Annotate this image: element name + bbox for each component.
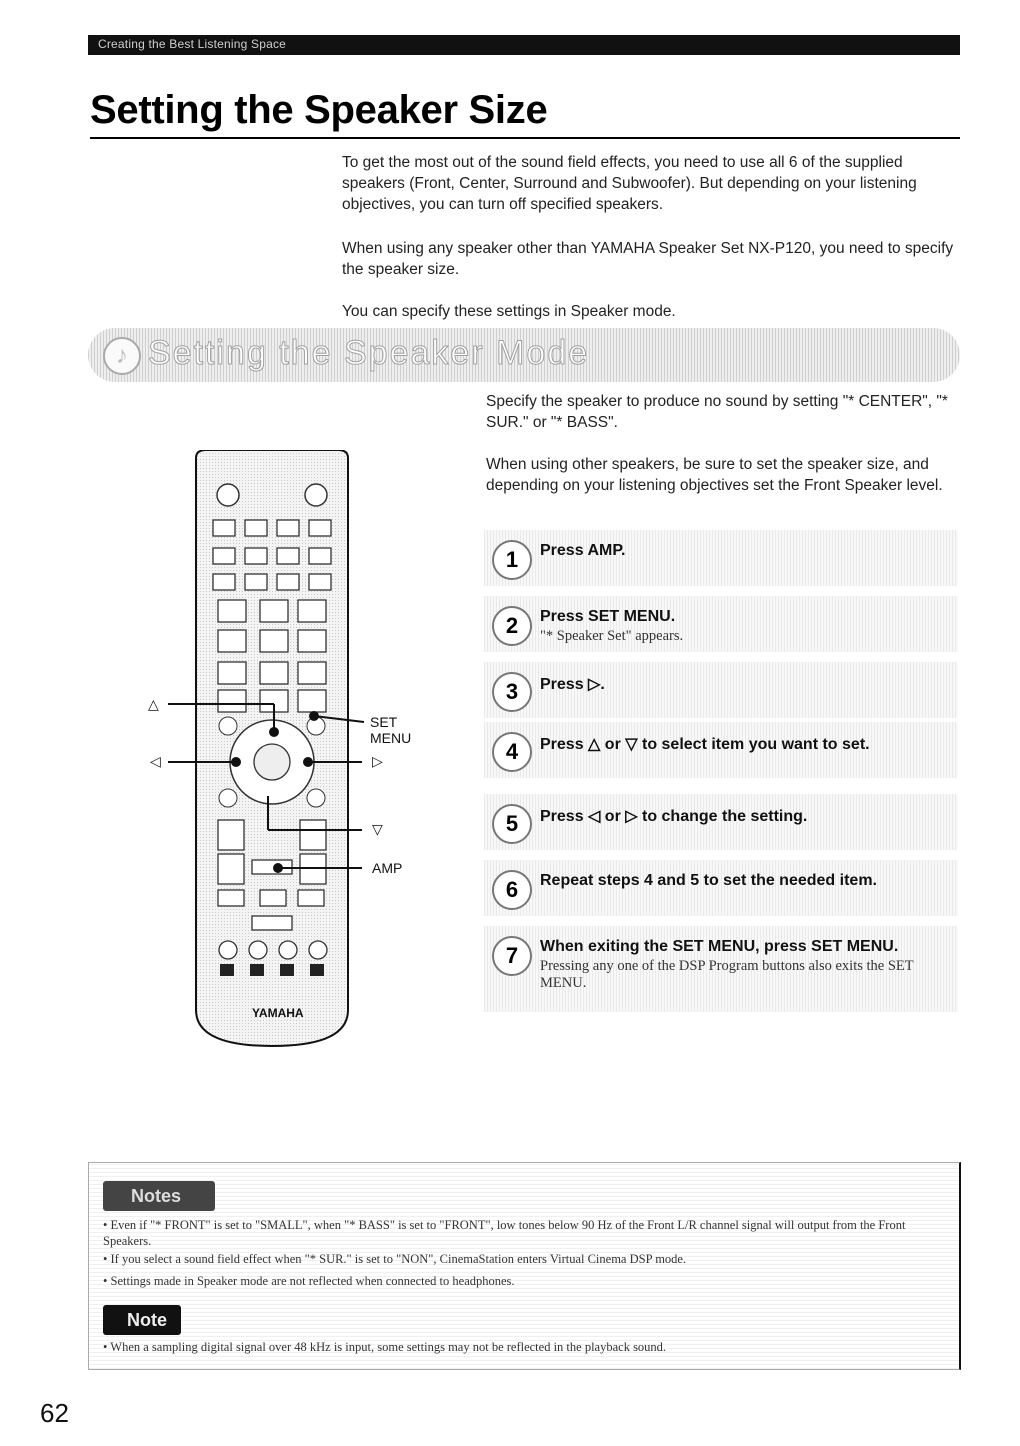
remote-control-figure [140,450,440,1050]
section-header-bar [88,35,960,55]
mode-description-1: Specify the speaker to produce no sound by setting "* CENTER", "* SUR." or "* BASS". [486,393,948,431]
step-6 [484,860,958,916]
step-2 [484,596,958,652]
notes-box [88,1162,961,1370]
callout-amp: AMP [372,860,403,876]
step-title: When exiting the SET MENU, press SET MENU. [540,938,899,955]
note-item: • Settings made in Speaker mode are not reflected when connected to headphones. [103,1274,515,1288]
note-item: • Even if "* FRONT" is set to "SMALL", when "* BASS" is set to "FRONT", low tones below 90 Hz of the Front L/R channel signal will output from the Front Speakers. [103,1218,906,1248]
title-rule [90,137,960,139]
step-number: 5 [492,804,532,844]
step-3 [484,662,958,718]
mode-description-2: When using other speakers, be sure to set the speaker size, and depending on your listening objectives set the Front Speaker level. [486,456,943,494]
callout-set-menu: SET MENU [370,714,412,746]
notes-badge [103,1181,215,1211]
step-number: 6 [492,870,532,910]
callout-down: ▽ [372,821,383,837]
step-subtext: Pressing any one of the DSP Program buttons also exits the SET MENU. [540,958,914,991]
callout-left: ◁ [150,753,161,769]
step-title: Press SET MENU. [540,608,676,625]
intro-paragraph-2: When using any speaker other than YAMAHA Speaker Set NX-P120, you need to specify the speaker size. [342,240,954,278]
step-number: 2 [492,606,532,646]
step-number: 3 [492,672,532,712]
step-title: Press ▷. [540,676,605,693]
note-item: • When a sampling digital signal over 48 kHz is input, some settings may not be reflected in the playback sound. [103,1340,667,1354]
remote-brand-label: YAMAHA [252,1006,304,1020]
step-title: Repeat steps 4 and 5 to set the needed item. [540,872,877,889]
intro-paragraph-3: You can specify these settings in Speaker mode. [342,303,676,320]
note-label: Note [127,1310,167,1330]
mode-banner [88,328,960,382]
mode-banner-title: Setting the Speaker Mode [148,334,590,372]
step-title: Press △ or ▽ to select item you want to set. [540,736,870,753]
step-4 [484,722,958,778]
intro-paragraph-1: To get the most out of the sound field effects, you need to use all 6 of the supplied speakers (Front, Center, Surround and Subwoofer). But depending on your listening objectives, you can turn off specified speakers. [342,154,917,213]
step-subtext: "* Speaker Set" appears. [540,628,684,644]
section-title: Creating the Best Listening Space [98,37,287,51]
step-number: 1 [492,540,532,580]
step-number: 7 [492,936,532,976]
step-5 [484,794,958,850]
speaker-mode-icon: ♪ [103,337,141,375]
page-number: 62 [40,1398,69,1428]
step-1 [484,530,958,586]
step-title: Press AMP. [540,542,626,559]
remote-control-illustration [140,450,440,1050]
step-7 [484,926,958,1012]
step-title: Press ◁ or ▷ to change the setting. [540,808,808,825]
notes-label: Notes [131,1186,182,1206]
callout-right: ▷ [372,753,383,769]
step-number: 4 [492,732,532,772]
note-item: • If you select a sound field effect when "* SUR." is set to "NON", CinemaStation enters Virtual Cinema DSP mode. [103,1252,687,1266]
callout-up: △ [148,696,159,712]
page-title: Setting the Speaker Size [90,88,548,132]
note-badge [103,1305,181,1335]
